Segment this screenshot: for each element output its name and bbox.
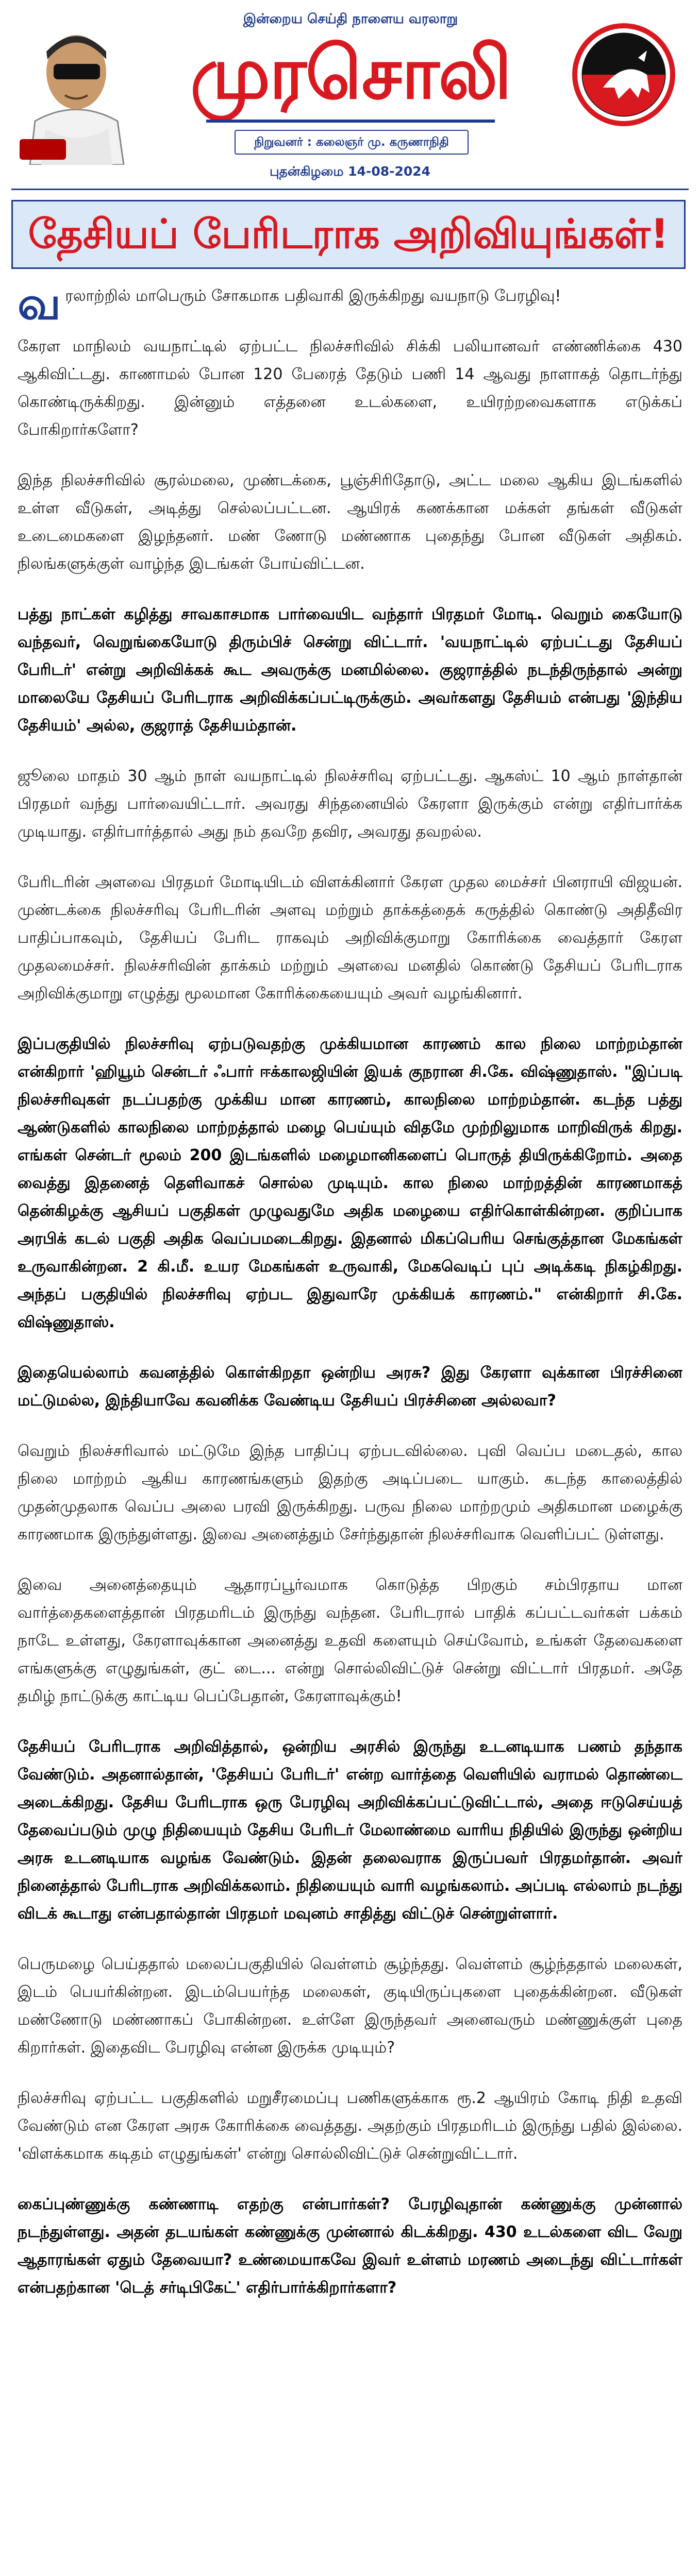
article-paragraph: பெருமழை பெய்ததால் மலைப்பகுதியில் வெள்ளம் சூழ்ந்தது. வெள்ளம் சூழ்ந்ததால் மலைகள், இடம் பெயர்கின்றன. இடம்பெயர்ந்த மலைகள், குடியிருப்புகளை புதைக்கின்றன. வீடுகள் மண்ணோடு மண்ணாகப் போகின்றன. உள்ளே இருந்தவர் அனைவரும் மண்ணுக்குள் புதை கிறார்கள். இதைவிட பேரழிவு என்ன இருக்க முடியும்? bbox=[18, 1955, 682, 2057]
newspaper-logo: முரசொலி bbox=[190, 31, 511, 115]
paragraph-text: ரலாற்றில் மாபெரும் சோகமாக பதிவாகி இருக்கிறது வயநாடு பேரழிவு! bbox=[65, 287, 561, 305]
article-paragraph: இவை அனைத்தையும் ஆதாரப்பூர்வமாக கொடுத்த பிறகும் சம்பிரதாய மான வார்த்தைகளைத்தான் பிரதமரிடம் இருந்து வந்தன. பேரிடரால் பாதிக் கப்பட்டவர்கள் பக்கம் நாடே உள்ளது, கேரளாவுக்கான அனைத்து உதவி களையும் செய்வோம், உங்கள் தேவைகளை எங்களுக்கு எழுதுங்கள், குட் டை... என்று சொல்லிவிட்டுச் சென்று விட்டார் பிரதமர். அதே தமிழ் நாட்டுக்கு காட்டிய பெப்பேதான், கேரளாவுக்கும்! bbox=[18, 1576, 682, 1705]
article-paragraph: இந்த நிலச்சரிவில் சூரல்மலை, முண்டக்கை, பூஞ்சிரிதோடு, அட்ட மலை ஆகிய இடங்களில் உள்ள வீடுகள், அடித்து செல்லப்பட்டன. ஆயிரக் கணக்கான மக்கள் தங்கள் வீடுகள் உடைமைகளை இழந்தனர். மண் ணோடு மண்ணாக புதைந்து போன வீடுகள் அதிகம். நிலங்களுக்குள் வாழ்ந்த இடங்கள் போய்விட்டன. bbox=[18, 471, 682, 573]
article-paragraph: வெறும் நிலச்சரிவால் மட்டுமே இந்த பாதிப்பு ஏற்படவில்லை. புவி வெப்ப மடைதல், கால நிலை மாற்றம் ஆகிய காரணங்களும் இதற்கு அடிப்படை யாகும். கடந்த காலைத்தில் முதன்முதலாக வெப்ப அலை பரவி இருக்கிறது. பருவ நிலை மாற்றமும் அதிகமான மழைக்கு காரணமாக இருந்துள்ளது. இவை அனைத்தும் சேர்ந்துதான் நிலச்சரிவாக வெளிப்பட் டுள்ளது. bbox=[18, 1442, 682, 1544]
article-paragraph: பத்து நாட்கள் கழித்து சாவகாசமாக பார்வையிட வந்தார் பிரதமர் மோடி. வெறும் கையோடு வந்தவர், வெறுங்கையோடு திரும்பிச் சென்று விட்டார். 'வயநாட்டில் ஏற்பட்டது தேசியப் பேரிடர்' என்று அறிவிக்கக் கூட அவருக்கு மனமில்லை. குஜராத்தில் நடந்திருந்தால் அன்று மாலையே தேசியப் பேரிடராக அறிவிக்கப்பட்டிருக்கும். அவர்களது தேசியம் என்பது 'இந்திய தேசியம்' அல்ல, குஜராத் தேசியம்தான். bbox=[18, 605, 682, 735]
masthead-tagline: இன்றைய செய்தி நாளைய வரலாறு bbox=[243, 11, 458, 27]
founder-portrait bbox=[14, 10, 138, 165]
article-paragraph: தேசியப் பேரிடராக அறிவித்தால், ஒன்றிய அரசில் இருந்து உடனடியாக பணம் தந்தாக வேண்டும். அதனால்தான், 'தேசியப் பேரிடர்' என்ற வார்த்தை வெளியில் வராமல் தொண்டை அடைக்கிறது. தேசிய பேரிடராக ஒரு பேரழிவு அறிவிக்கப்பட்டுவிட்டால், அதை ஈடுசெய்யத் தேவைப்படும் முழு நிதியையும் தேசிய பேரிடர் மேலாண்மை வாரிய நிதியில் இருந்து ஒன்றிய அரசு உடனடியாக வழங்க வேண்டும். இதன் தலைவராக இருப்பவர் பிரதமர்தான். அவர் நினைத்தால் பேரிடராக அறிவிக்கலாம். நிதியையும் வாரி வழங்கலாம். அப்படி எல்லாம் நடந்து விடக் கூடாது என்பதால்தான் பிரதமர் மவுனம் சாதித்து விட்டுச் சென்றுள்ளார். bbox=[18, 1738, 682, 1923]
article-paragraph bbox=[18, 282, 682, 330]
article-paragraph: பேரிடரின் அளவை பிரதமர் மோடியிடம் விளக்கினார் கேரள முதல மைச்சர் பினராயி விஜயன். முண்டக்கை நிலச்சரிவு பேரிடரின் அளவு மற்றும் தாக்கத்தைக் கருத்தில் கொண்டு அதிதீவிர பாதிப்பாகவும், தேசியப் பேரிட ராகவும் அறிவிக்குமாறு கோரிக்கை வைத்தார் கேரள முதலமைச்சர். நிலச்சரிவின் தாக்கம் மற்றும் அளவை மனதில் கொண்டு தேசியப் பேரிடராக அறிவிக்குமாறு எழுத்து மூலமான கோரிக்கையையும் அவர் வழங்கினார். bbox=[18, 873, 682, 1003]
article-paragraph: ஜூலை மாதம் 30 ஆம் நாள் வயநாட்டில் நிலச்சரிவு ஏற்பட்டது. ஆகஸ்ட் 10 ஆம் நாள்தான் பிரதமர் வந்து பார்வையிட்டார். அவரது சிந்தனையில் கேரளா இருக்கும் என்று எதிர்பார்க்க முடியாது. எதிர்பார்த்தால் அது நம் தவறே தவிர, அவரது தவறல்ல. bbox=[18, 767, 682, 841]
drop-cap: வ bbox=[18, 282, 61, 330]
editorial-article bbox=[18, 282, 682, 2576]
logo-underline bbox=[206, 120, 495, 123]
article-paragraph: கைப்புண்ணுக்கு கண்ணாடி எதற்கு என்பார்கள்? பேரழிவுதான் கண்ணுக்கு முன்னால் நடந்துள்ளது. அதன் தடயங்கள் கண்ணுக்கு முன்னால் கிடக்கிறது. 430 உடல்களை விட வேறு ஆதாரங்கள் ஏதும் தேவையா? உண்மையாகவே இவர் உள்ளம் மரணம் அடைந்து விட்டார்கள் என்பதற்கான 'டெத் சர்டிபிகேட்' எதிர்பார்க்கிறார்களா? bbox=[18, 2195, 682, 2297]
founder-label: நிறுவனர் : கலைஞர் மு. கருணாநிதி bbox=[235, 130, 469, 155]
article-paragraph: நிலச்சரிவு ஏற்பட்ட பகுதிகளில் மறுசீரமைப்பு பணிகளுக்காக ரூ.2 ஆயிரம் கோடி நிதி உதவி வேண்டும் என கேரள அரசு கோரிக்கை வைத்தது. அதற்கும் பிரதமரிடம் இருந்து பதில் இல்லை. 'விளக்கமாக கடிதம் எழுதுங்கள்' என்று சொல்லிவிட்டுச் சென்றுவிட்டார். bbox=[18, 2089, 682, 2163]
headline-banner bbox=[11, 200, 686, 269]
masthead bbox=[0, 0, 700, 196]
issue-date: புதன்கிழமை 14-08-2024 bbox=[269, 164, 431, 179]
article-paragraph: இதையெல்லாம் கவனத்தில் கொள்கிறதா ஒன்றிய அரசு? இது கேரளா வுக்கான பிரச்சினை மட்டுமல்ல, இந்தியாவே கவனிக்க வேண்டிய தேசியப் பிரச்சினை அல்லவா? bbox=[18, 1364, 682, 1410]
masthead-divider bbox=[11, 189, 689, 190]
editorial-headline: தேசியப் பேரிடராக அறிவியுங்கள்! bbox=[28, 211, 669, 258]
party-emblem-icon bbox=[572, 10, 675, 139]
article-paragraph: கேரள மாநிலம் வயநாட்டில் ஏற்பட்ட நிலச்சரிவில் சிக்கி பலியானவர் எண்ணிக்கை 430 ஆகிவிட்டது. காணாமல் போன 120 பேரைத் தேடும் பணி 14 ஆவது நாளாகத் தொடர்ந்து கொண்டிருக்கிறது. இன்னும் எத்தனை உடல்களை, உயிரற்றவைகளாக எடுக்கப் போகிறார்களோ? bbox=[18, 337, 682, 439]
article-paragraph: இப்பகுதியில் நிலச்சரிவு ஏற்படுவதற்கு முக்கியமான காரணம் கால நிலை மாற்றம்தான் என்கிறார் 'ஹியூம் சென்டர் ஃபார் ஈக்காலஜியின் இயக் குநரான சி.கே. விஷ்ணுதாஸ். "இப்படி நிலச்சரிவுகள் நடப்பதற்கு முக்கிய மான காரணம், காலநிலை மாற்றம்தான். கடந்த பத்து ஆண்டுகளில் காலநிலை மாற்றத்தால் மழை பெய்யும் விதமே முற்றிலுமாக மாறிவிருக் கிறது. எங்கள் சென்டர் மூலம் 200 இடங்களில் மழைமானிகளைப் பொருத் தியிருக்கிறோம். அதை வைத்து இதனைத் தெளிவாகச் சொல்ல முடியும். கால நிலை மாற்றத்தின் காரணமாகத் தென்கிழக்கு ஆசியப் பகுதிகள் முழுவதுமே அதிக மழையை எதிர்கொள்கின்றன. குறிப்பாக அரபிக் கடல் பகுதி அதிக வெப்பமடைகிறது. இதனால் மிகப்பெரிய செங்குத்தான மேகங்கள் உருவாகின்றன. 2 கி.மீ. உயர மேகங்கள் உருவாகி, மேகவெடிப் புப் அடிக்கடி நிகழ்கிறது. அந்தப் பகுதியில் நிலச்சரிவு ஏற்பட இதுவாரே முக்கியக் காரணம்." என்கிறார் சி.கே. விஷ்ணுதாஸ். bbox=[18, 1035, 682, 1331]
